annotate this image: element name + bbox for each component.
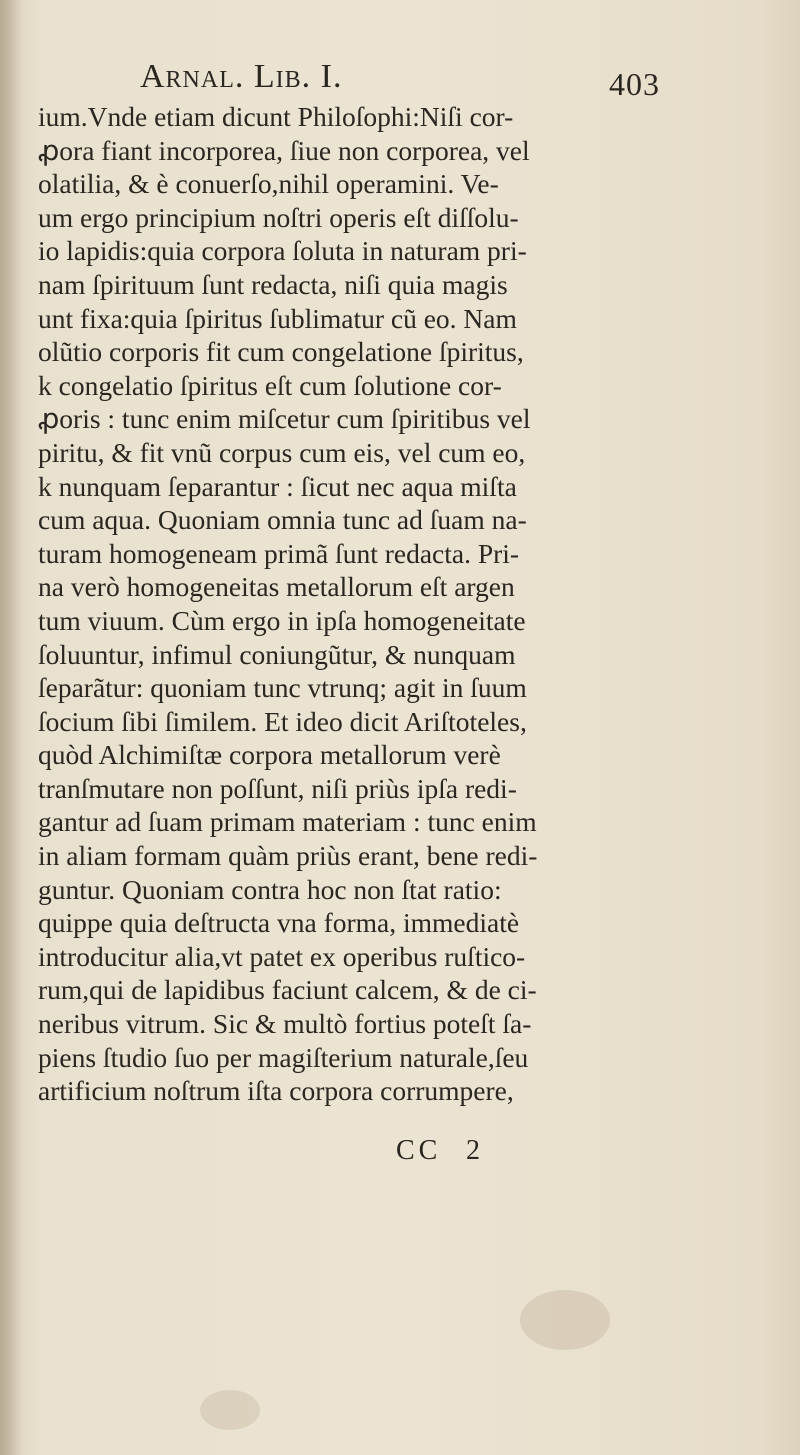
text-line: na verò homogeneitas metallorum eſt argen [38,571,515,603]
text-line: ꝓora fiant incorporea, ſiue non corporea, vel [38,134,530,166]
text-line: olatilia, & è conuerſo,nihil operamini. Ve- [38,168,499,200]
text-line: um ergo principium noſtri operis eſt diſſolu- [38,201,519,233]
text-line: piritu, & fit vnũ corpus cum eis, vel cum eo, [38,436,526,468]
page-header [140,58,660,102]
text-line: piens ſtudio ſuo per magiſterium naturale,ſeu [38,1041,529,1073]
text-line: ſoluuntur, infimul coniungũtur, & nunquam [38,638,516,670]
text-line: quòd Alchimiſtæ corpora metallorum verè [38,739,501,771]
text-line: gantur ad ſuam primam materiam : tunc enim [38,806,537,838]
text-line: artificium noſtrum iſta corpora corrumpere, [38,1075,514,1107]
text-line: in aliam formam quàm priùs erant, bene redi- [38,840,538,872]
paper-stain [520,1290,610,1350]
text-line: olũtio corporis fit cum congelatione ſpiritus, [38,336,524,368]
text-line: ſocium ſibi ſimilem. Et ideo dicit Ariſtoteles, [38,705,527,737]
body-text [38,100,798,1108]
text-line: ium.Vnde etiam dicunt Philoſophi:Niſi cor- [38,101,514,132]
text-line: tranſmutare non poſſunt, niſi priùs ipſa redi- [38,772,517,804]
text-line: cum aqua. Quoniam omnia tunc ad ſuam na- [38,504,527,536]
text-line: tum viuum. Cùm ergo in ipſa homogeneitate [38,604,526,636]
text-line: nam ſpirituum ſunt redacta, niſi quia magis [38,268,508,300]
footer-line [0,1135,800,1175]
text-line: neribus vitrum. Sic & multò fortius poteſt ſa- [38,1008,532,1040]
text-line: ſeparãtur: quoniam tunc vtrunq; agit in ſuum [38,672,527,704]
signature-mark: CC [396,1135,442,1166]
text-line: introducitur alia,vt patet ex operibus ruſtico- [38,940,526,972]
text-line: k nunquam ſeparantur : ſicut nec aqua miſta [38,470,517,502]
text-line: k congelatio ſpiritus eſt cum ſolutione cor- [38,369,502,401]
text-line: io lapidis:quia corpora ſoluta in naturam pri- [38,235,527,267]
text-line: quippe quia deſtructa vna forma, immediatè [38,907,520,939]
text-line: turam homogeneam primã ſunt redacta. Pri- [38,537,520,569]
page-number: 403 [609,66,660,102]
gutter-shadow [0,0,22,1455]
catchword: 2 [466,1135,480,1166]
paper-stain [200,1390,260,1430]
text-line: ꝓoris : tunc enim miſcetur cum ſpiritibus vel [38,403,531,435]
text-line: unt fixa:quia ſpiritus ſublimatur cũ eo. Nam [38,302,517,334]
text-line: guntur. Quoniam contra hoc non ſtat ratio: [38,873,502,905]
running-head: Arnal. Lib. I. [140,58,343,95]
text-line: rum,qui de lapidibus faciunt calcem, & de ci- [38,974,537,1006]
